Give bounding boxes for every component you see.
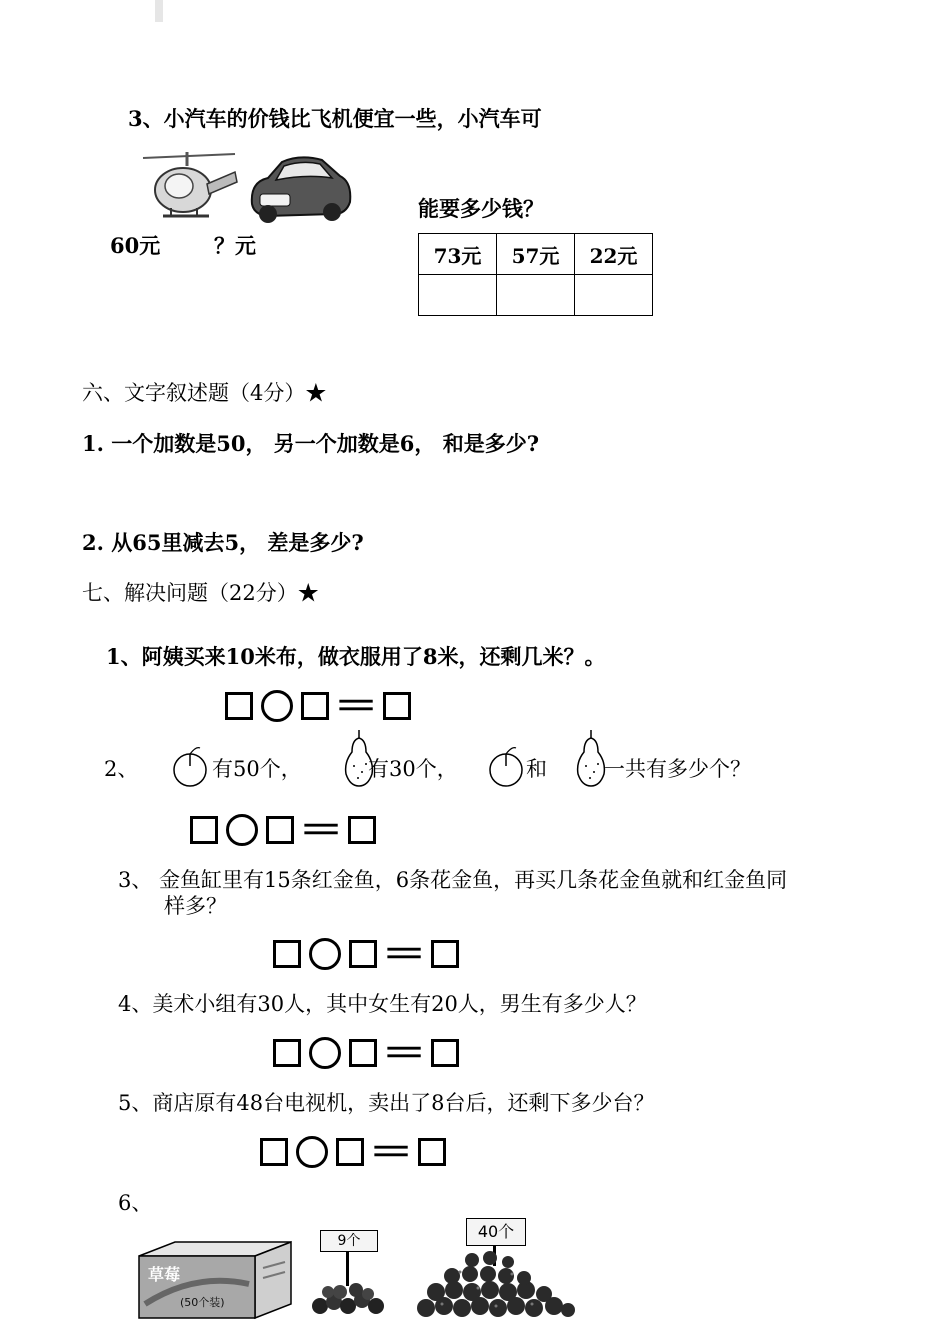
- answer-box[interactable]: [260, 1138, 288, 1166]
- answer-cell[interactable]: [575, 275, 653, 316]
- equation-template: [225, 683, 411, 728]
- sign-9: 9个: [320, 1230, 378, 1252]
- equals-sign: ＝: [298, 807, 344, 852]
- helicopter-icon: [135, 148, 240, 230]
- answer-box[interactable]: [273, 940, 301, 968]
- sign-40: 40个: [466, 1218, 526, 1246]
- q2-part4: 一共有多少个？: [604, 757, 751, 781]
- q2-part2: 有30个，: [368, 757, 458, 781]
- answer-box[interactable]: [190, 816, 218, 844]
- operator-circle[interactable]: [296, 1136, 328, 1168]
- answer-box[interactable]: [301, 692, 329, 720]
- apple-icon: [170, 740, 210, 790]
- equation-template: [190, 807, 376, 852]
- answer-box[interactable]: [383, 692, 411, 720]
- section6-q2: 2. 从65里减去5， 差是多少?: [82, 530, 364, 555]
- answer-cell[interactable]: [497, 275, 575, 316]
- car-icon: [246, 152, 354, 228]
- answer-box[interactable]: [225, 692, 253, 720]
- answer-box[interactable]: [431, 1039, 459, 1067]
- section7-q3-line2: 样多？: [164, 894, 227, 918]
- answer-box[interactable]: [349, 1039, 377, 1067]
- apple-icon: [486, 740, 526, 790]
- section7-q1: 1、阿姨买来10米布，做衣服用了8米，还剩几米？。: [106, 644, 606, 669]
- answer-box[interactable]: [431, 940, 459, 968]
- scan-mark: [155, 0, 163, 22]
- section7-q6: 6、: [118, 1191, 153, 1215]
- option-cell: 73元: [419, 234, 497, 275]
- equals-sign: ＝: [368, 1129, 414, 1174]
- q3-question-tail: 能要多少钱？: [418, 196, 544, 221]
- equation-template: [273, 1030, 459, 1075]
- answer-box[interactable]: [418, 1138, 446, 1166]
- section7-q3-line1: 3、 金鱼缸里有15条红金鱼，6条花金鱼，再买几条花金鱼就和红金鱼同: [118, 868, 788, 892]
- section7-heading: 七、解决问题（22分）★: [82, 581, 319, 605]
- answer-box[interactable]: [273, 1039, 301, 1067]
- q2-part3: 和: [526, 757, 547, 781]
- operator-circle[interactable]: [226, 814, 258, 846]
- equals-sign: ＝: [333, 683, 379, 728]
- operator-circle[interactable]: [309, 1037, 341, 1069]
- q2-number: 2、: [104, 757, 139, 781]
- car-price: ？元: [214, 233, 256, 258]
- section7-q4: 4、美术小组有30人，其中女生有20人，男生有多少人？: [118, 992, 647, 1016]
- equals-sign: ＝: [381, 1030, 427, 1075]
- box-label: 草莓: [148, 1265, 181, 1284]
- equation-template: [273, 931, 459, 976]
- q2-part1: 有50个，: [212, 757, 302, 781]
- section7-q5: 5、商店原有48台电视机，卖出了8台后，还剩下多少台？: [118, 1091, 655, 1115]
- section6-heading: 六、文字叙述题（4分）★: [82, 381, 327, 405]
- answer-box[interactable]: [348, 816, 376, 844]
- operator-circle[interactable]: [309, 938, 341, 970]
- option-cell: 57元: [497, 234, 575, 275]
- answer-cell[interactable]: [419, 275, 497, 316]
- operator-circle[interactable]: [261, 690, 293, 722]
- q3-text: 3、小汽车的价钱比飞机便宜一些，小汽车可: [128, 106, 542, 131]
- section6-q1: 1. 一个加数是50， 另一个加数是6， 和是多少?: [82, 431, 539, 456]
- equals-sign: ＝: [381, 931, 427, 976]
- plane-price: 60元: [110, 233, 161, 258]
- answer-box[interactable]: [266, 816, 294, 844]
- strawberry-pile-small: [308, 1280, 392, 1316]
- equation-template: [260, 1129, 446, 1174]
- answer-box[interactable]: [349, 940, 377, 968]
- strawberry-pile-large: [412, 1248, 578, 1320]
- answer-box[interactable]: [336, 1138, 364, 1166]
- option-cell: 22元: [575, 234, 653, 275]
- box-sub-label: (50个装): [180, 1296, 225, 1309]
- price-options-table: [418, 233, 653, 316]
